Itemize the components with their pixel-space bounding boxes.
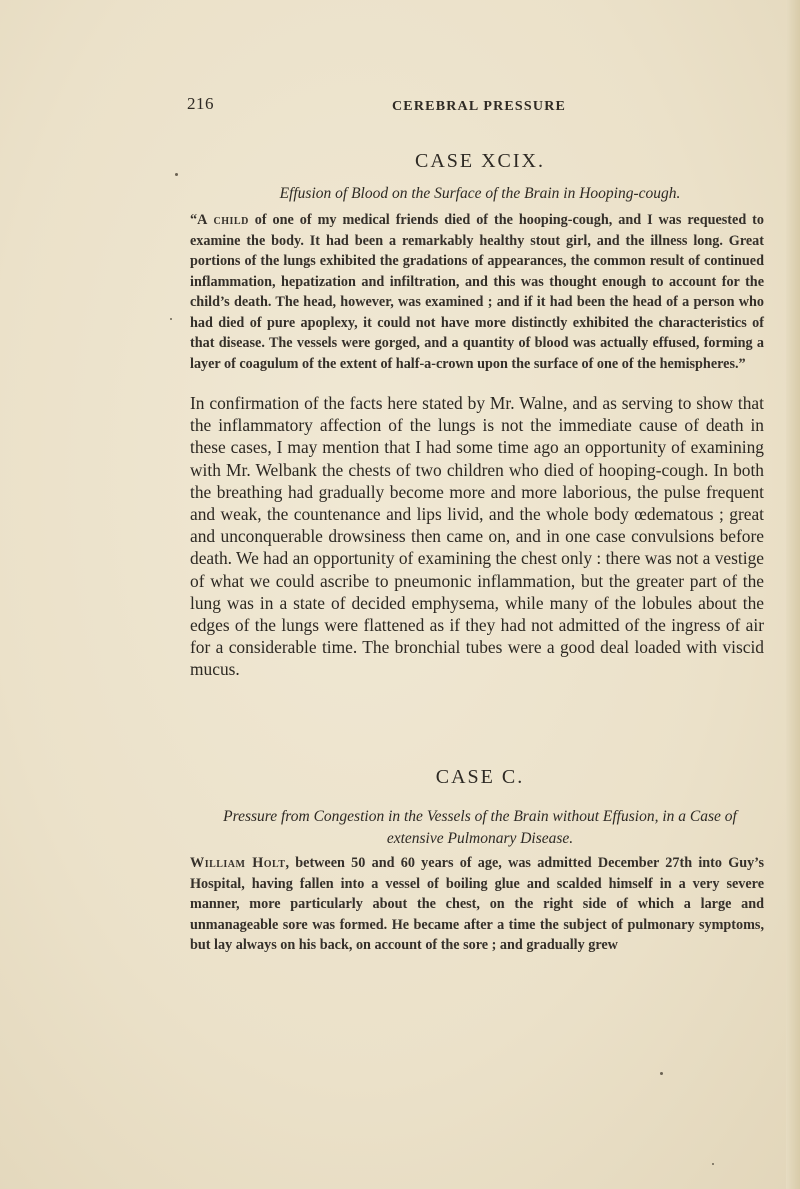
case-100-paragraph (190, 853, 764, 956)
running-title: CEREBRAL PRESSURE (392, 99, 567, 114)
case-100-title: CASE C. (435, 766, 525, 788)
case-100-subtitle-line2: extensive Pulmonary Disease. (386, 830, 574, 847)
case-99-title: CASE XCIX. (414, 150, 545, 172)
paper-speck (660, 1072, 663, 1075)
commentary-paragraph (190, 392, 764, 681)
commentary-text: In confirmation of the facts here stated by Mr. Walne, and as serving to show that the inflammatory affection of the lungs is not the immediate cause of death in these cases, I may mention that I had some time ago an opportunity of examining with Mr. Welbank the chests of two children who died of hooping-cough. In both the breathing had gradually become more and more laborious, the pulse frequent and weak, the countenance and lips livid, and the whole body œdematous ; great and unconquerable drowsiness then came on, and in one case convulsions before death. We had an opportunity of examining the chest only : there was not a vestige of what we could ascribe to pneumonic inflammation, but the greater part of the lung was in a state of decided emphysema, while many of the lobules about the edges of the lungs were flattened as if they had not admitted of the ingress of air for a considerable time. The bronchial tubes were a good deal loaded with viscid mucus. (190, 393, 764, 680)
case-99-quotation (190, 210, 764, 374)
paper-speck (170, 318, 172, 320)
opening-quote: “ (190, 212, 198, 228)
paper-speck (175, 173, 178, 176)
case-99-body-text: of one of my medical friends died of the hooping-cough, and I was requested to examine the body. It had been a remarkably healthy stout girl, and the illness long. Great portions of the lungs exhibited the gradations of appearances, the common result of continued inflammation, hepatization and infiltration, and this was thought enough to account for the child’s death. The head, however, was examined ; and if it had been the head of a person who had died of pure apoplexy, it could not have more distinctly exhibited the characteristics of that disease. The vessels were gorged, and a quantity of blood was actually effused, forming a layer of coagulum of the extent of half-a-crown upon the surface of one of the hemispheres.” (190, 212, 765, 372)
paper-speck (712, 1163, 714, 1165)
page-edge (786, 0, 800, 1189)
page-number: 216 (187, 94, 214, 113)
case-100-body-text: , between 50 and 60 years of age, was admitted December 27th into Guy’s Hospital, having fallen into a vessel of boiling glue and scalded himself in a very severe manner, more particularly about the chest, on the right side of which a large and unmanageable sore was formed. He became after a time the subject of pulmonary symptoms, but lay always on his back, on account of the sore ; and gradually grew (190, 855, 764, 953)
case-100-lead-caps: William Holt (190, 855, 286, 871)
case-100-subtitle-line1: Pressure from Congestion in the Vessels of the Brain without Effusion, in a Case of (223, 808, 737, 825)
case-100-subtitle (190, 806, 770, 850)
case-99-subtitle: Effusion of Blood on the Surface of the Brain in Hooping-cough. (279, 185, 681, 202)
case-99-lead-caps: A child (197, 212, 249, 228)
